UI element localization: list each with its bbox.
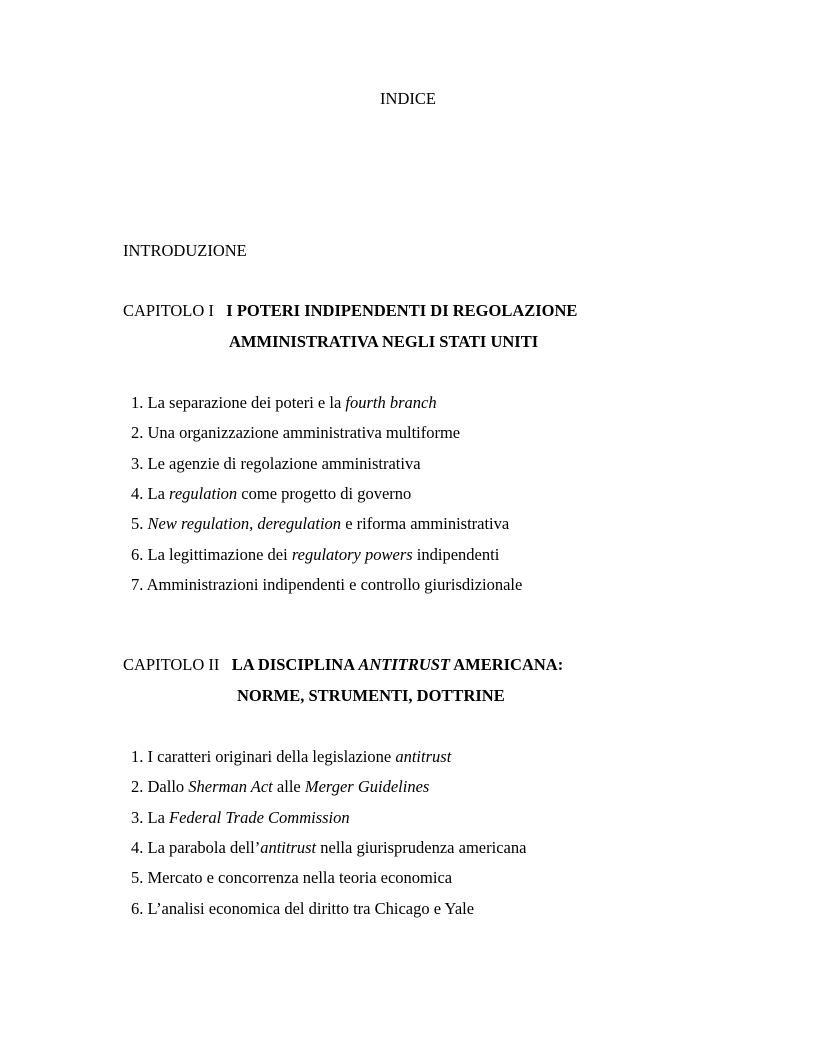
chapter-1-item-1: 1. La separazione dei poteri e la fourth branch — [131, 393, 437, 412]
chapter-2-item-1: 1. I caratteri originari della legislazione antitrust — [131, 747, 452, 766]
page-title: INDICE — [380, 89, 436, 108]
chapter-2-title-part-a: LA DISCIPLINA — [231, 655, 359, 674]
chapter-2-label: CAPITOLO II — [123, 655, 220, 674]
chapter-1-title-line1: I POTERI INDIPENDENTI DI REGOLAZIONE — [226, 301, 578, 320]
chapter-2-title-part-c: AMERICANA: — [450, 655, 564, 674]
chapter-2-title-line2: NORME, STRUMENTI, DOTTRINE — [237, 686, 505, 705]
chapter-2-item-6: 6. L’analisi economica del diritto tra Chicago e Yale — [131, 898, 475, 918]
chapter-2-title-line1 — [232, 655, 563, 674]
chapter-1-item-4: 4. La regulation come progetto di governo — [131, 483, 412, 503]
chapter-2-heading — [123, 655, 563, 675]
chapter-1-label: CAPITOLO I — [123, 301, 214, 320]
chapter-1-title-line2: AMMINISTRATIVA NEGLI STATI UNITI — [229, 332, 539, 351]
chapter-2-title-part-b: ANTITRUST — [358, 655, 451, 674]
chapter-2-item-4: 4. La parabola dell’antitrust nella giurisprudenza americana — [131, 837, 527, 857]
introduction-heading: INTRODUZIONE — [123, 241, 247, 260]
chapter-2-item-2: 2. Dallo Sherman Act alle Merger Guidelines — [131, 777, 430, 797]
chapter-1-item-5: 5. New regulation, deregulation e riforma amministrativa — [131, 514, 510, 534]
chapter-1-item-2: 2. Una organizzazione amministrativa multiforme — [131, 423, 461, 443]
chapter-1-item-6: 6. La legittimazione dei regulatory powers indipendenti — [131, 544, 500, 564]
chapter-1-heading — [123, 301, 577, 321]
chapter-2-item-3: 3. La Federal Trade Commission — [131, 807, 350, 827]
chapter-2-item-5: 5. Mercato e concorrenza nella teoria economica — [131, 868, 453, 888]
chapter-1-item-3: 3. Le agenzie di regolazione amministrativa — [131, 453, 421, 473]
chapter-1-item-7: 7. Amministrazioni indipendenti e controllo giurisdizionale — [131, 574, 523, 594]
